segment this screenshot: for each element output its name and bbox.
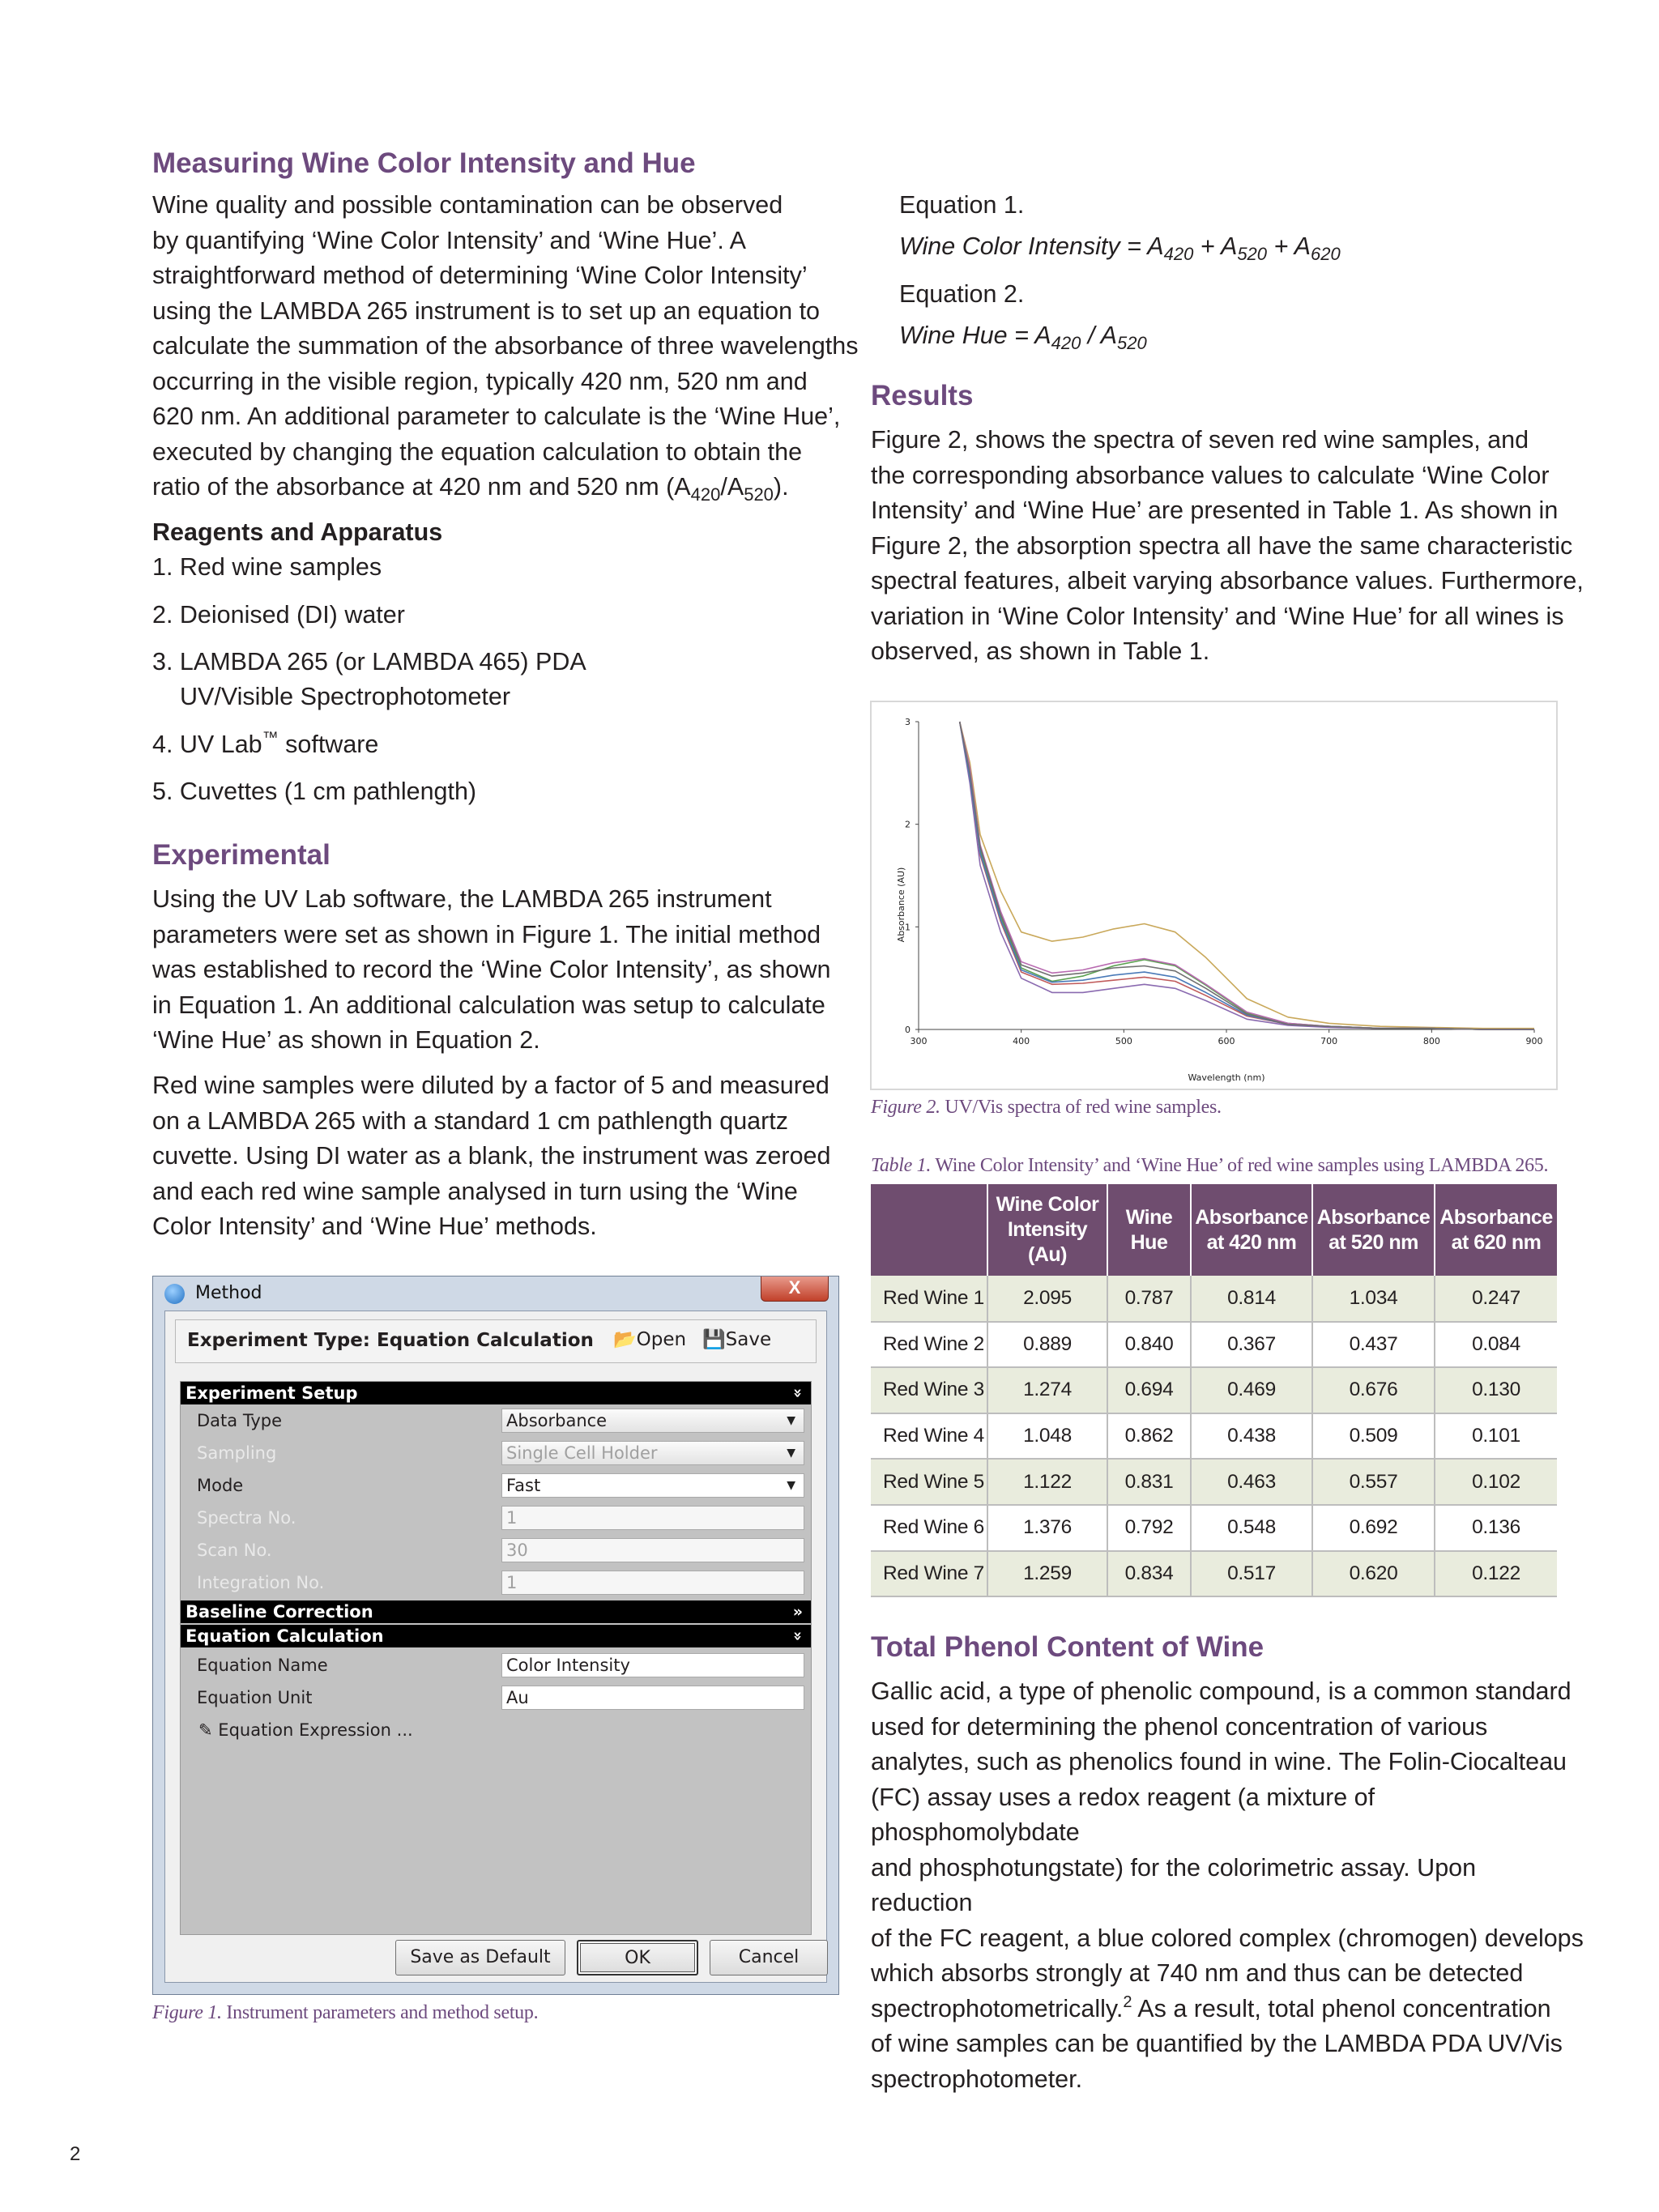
table-cell: 0.101: [1435, 1413, 1557, 1460]
y-tick-label: 0: [905, 1025, 911, 1035]
phenol-line: spectrophotometer.: [871, 2065, 1083, 2093]
table-header: Wine Hue: [1107, 1184, 1191, 1276]
reagent-item: UV/Visible Spectrophotometer: [180, 683, 511, 710]
row-label: Scan No.: [197, 1541, 272, 1560]
x-tick-label: 300: [910, 1036, 928, 1046]
results-line: observed, as shown in Table 1.: [871, 637, 1210, 665]
table-cell: 0.840: [1107, 1322, 1191, 1368]
table-cell: 0.463: [1191, 1459, 1312, 1505]
table-cell: Red Wine 6: [871, 1505, 987, 1551]
table-header: Absorbance at 420 nm: [1191, 1184, 1312, 1276]
equation-1-label: Equation 1.: [899, 191, 1025, 219]
table-cell: 0.787: [1107, 1276, 1191, 1322]
table-cell: 0.862: [1107, 1413, 1191, 1460]
table-cell: Red Wine 5: [871, 1459, 987, 1505]
results-line: Figure 2, the absorption spectra all have the same characteristic: [871, 531, 1573, 560]
table-cell: 0.102: [1435, 1459, 1557, 1505]
table-row: [871, 1322, 1557, 1368]
intro-line: Wine quality and possible contamination can be observed: [152, 191, 783, 219]
equation-2: Wine Hue = $A_{420} / A_{520}$: [899, 322, 1147, 353]
row-label: Sampling: [197, 1443, 277, 1463]
table-cell: Red Wine 3: [871, 1367, 987, 1413]
reagent-item: 2. Deionised (DI) water: [152, 601, 405, 629]
phenol-line: (FC) assay uses a redox reagent (a mixture of phosphomolybdate: [871, 1783, 1375, 1846]
results-line: Figure 2, shows the spectra of seven red wine samples, and: [871, 426, 1529, 454]
equation-name-input[interactable]: Color Intensity: [501, 1653, 804, 1677]
phenol-line: of wine samples can be quantified by the LAMBDA PDA UV/Vis: [871, 2030, 1563, 2057]
reagent-item: 4. UV Lab™ software: [152, 729, 379, 758]
intro-line: using the LAMBDA 265 instrument is to set up an equation to: [152, 296, 821, 325]
exp-line: in Equation 1. An additional calculation was setup to calculate: [152, 991, 825, 1019]
table-cell: 0.620: [1312, 1551, 1435, 1597]
table-cell: 0.557: [1312, 1459, 1435, 1505]
table-row: [871, 1276, 1557, 1322]
dialog-button-bar: [165, 1940, 826, 1975]
table-cell: 0.084: [1435, 1322, 1557, 1368]
table-cell: 0.367: [1191, 1322, 1312, 1368]
x-axis-label: Wavelength (nm): [1188, 1072, 1265, 1083]
row-label: Mode: [197, 1476, 244, 1495]
table-cell: 0.517: [1191, 1551, 1312, 1597]
table-cell: 0.676: [1312, 1367, 1435, 1413]
table-cell: Red Wine 7: [871, 1551, 987, 1597]
phenol-line: which absorbs strongly at 740 nm and thus can be detected: [871, 1959, 1524, 1987]
phenol-line: of the FC reagent, a blue colored complex (chromogen) develops: [871, 1924, 1584, 1952]
table-cell: 2.095: [987, 1276, 1107, 1322]
save-button[interactable]: 💾Save: [702, 1329, 772, 1350]
heading-experimental: Experimental: [152, 839, 331, 871]
phenol-paragraph: [871, 1674, 1584, 2097]
exp-line: and each red wine sample analysed in turn using the ‘Wine: [152, 1177, 798, 1205]
row-label: Equation Name: [197, 1656, 328, 1675]
row-data-type: [181, 1404, 811, 1437]
table-cell: 1.034: [1312, 1276, 1435, 1322]
page-number: 2: [70, 2143, 81, 2165]
reagent-item: 1. Red wine samples: [152, 553, 382, 581]
table-cell: Red Wine 1: [871, 1276, 987, 1322]
reagent-item: 5. Cuvettes (1 cm pathlength): [152, 778, 477, 805]
row-equation-expression[interactable]: [181, 1714, 811, 1746]
exp-line: parameters were set as shown in Figure 1. The initial method: [152, 920, 821, 948]
intro-line: by quantifying ‘Wine Color Intensity’ and ‘Wine Hue’. A: [152, 226, 746, 254]
intro-line: occurring in the visible region, typically 420 nm, 520 nm and: [152, 367, 808, 395]
table-cell: 1.259: [987, 1551, 1107, 1597]
folder-icon: 📂: [613, 1329, 637, 1350]
exp-line: was established to record the ‘Wine Color Intensity’, as shown: [152, 956, 831, 983]
experiment-toolbar: [175, 1319, 817, 1363]
sampling-select: Single Cell Holder ▼: [501, 1441, 804, 1465]
method-dialog: [152, 1276, 839, 1995]
table-header: [871, 1184, 987, 1276]
table-cell: 0.247: [1435, 1276, 1557, 1322]
table-header: Absorbance at 520 nm: [1312, 1184, 1435, 1276]
table-row: [871, 1551, 1557, 1597]
intro-line: calculate the summation of the absorbance of three wavelengths: [152, 332, 859, 360]
experimental-paragraph-2: [152, 1068, 865, 1245]
exp-line: Red wine samples were diluted by a factor of 5 and measured: [152, 1072, 830, 1099]
row-mode: [181, 1469, 811, 1502]
intro-line: executed by changing the equation calculation to obtain the: [152, 437, 803, 466]
phenol-line: analytes, such as phenolics found in wine. The Folin-Ciocalteau: [871, 1748, 1567, 1775]
pencil-icon: ✎: [198, 1720, 213, 1740]
table-cell: 0.792: [1107, 1505, 1191, 1551]
table-row: [871, 1413, 1557, 1460]
collapse-icon: »: [788, 1630, 807, 1642]
reagent-item: 3. LAMBDA 265 (or LAMBDA 465) PDA: [152, 648, 586, 676]
exp-line: Color Intensity’ and ‘Wine Hue’ methods.: [152, 1213, 597, 1240]
results-line: the corresponding absorbance values to calculate ‘Wine Color: [871, 461, 1550, 489]
row-sampling: [181, 1437, 811, 1469]
y-tick-label: 2: [905, 819, 911, 830]
x-tick-label: 700: [1320, 1036, 1338, 1046]
x-tick-label: 600: [1218, 1036, 1235, 1046]
intro-line: ratio of the absorbance at 420 nm and 520 nm $(A_{420}/A_{520})$.: [152, 473, 789, 505]
x-tick-label: 500: [1115, 1036, 1132, 1046]
section-experiment-setup[interactable]: Experiment Setup »: [181, 1382, 811, 1404]
y-tick-label: 1: [905, 922, 911, 933]
equation-expression-link[interactable]: ✎ Equation Expression ...: [198, 1720, 413, 1740]
row-label: Integration No.: [197, 1573, 325, 1592]
row-label: Spectra No.: [197, 1508, 296, 1528]
ok-button[interactable]: OK: [577, 1940, 698, 1975]
x-tick-label: 900: [1525, 1036, 1543, 1046]
row-integration-no: [181, 1566, 811, 1599]
row-equation-name: [181, 1649, 811, 1681]
table-cell: 1.048: [987, 1413, 1107, 1460]
floppy-icon: 💾: [702, 1329, 726, 1350]
table-cell: 0.130: [1435, 1367, 1557, 1413]
row-scan-no: [181, 1534, 811, 1566]
table-cell: 0.438: [1191, 1413, 1312, 1460]
results-line: variation in ‘Wine Color Intensity’ and ‘Wine Hue’ for all wines is: [871, 602, 1564, 630]
spectra-chart-svg: [872, 702, 1556, 1089]
dialog-title: Method: [195, 1283, 262, 1303]
expand-icon: »: [792, 1603, 803, 1621]
results-paragraph: [871, 423, 1584, 670]
table-cell: 1.122: [987, 1459, 1107, 1505]
table-cell: 0.889: [987, 1322, 1107, 1368]
spectra-chart: [870, 701, 1558, 1090]
table-header: Absorbance at 620 nm: [1435, 1184, 1557, 1276]
intro-line: straightforward method of determining ‘Wine Color Intensity’: [152, 262, 808, 289]
heading-results: Results: [871, 380, 974, 411]
series-line: [960, 722, 1534, 1029]
dropdown-arrow-icon: ▼: [787, 1479, 795, 1492]
spectra-no-field: 1: [501, 1506, 804, 1530]
app-icon: [164, 1284, 185, 1304]
series-line: [960, 722, 1534, 1029]
section-equation-calculation[interactable]: Equation Calculation »: [181, 1625, 811, 1647]
scan-no-field: 30: [501, 1538, 804, 1562]
phenol-line: used for determining the phenol concentration of various: [871, 1712, 1488, 1741]
table-cell: Red Wine 4: [871, 1413, 987, 1460]
equation-1: Wine Color Intensity = $A_{420} + A_{520} + A_{620}$: [899, 232, 1341, 264]
open-button[interactable]: 📂Open: [613, 1329, 687, 1350]
mode-select[interactable]: Fast ▼: [501, 1473, 804, 1498]
table-row: [871, 1459, 1557, 1505]
table-cell: 0.831: [1107, 1459, 1191, 1505]
table-cell: 0.834: [1107, 1551, 1191, 1597]
close-button[interactable]: X: [761, 1276, 829, 1302]
phenol-line: Gallic acid, a type of phenolic compound, is a common standard: [871, 1677, 1572, 1705]
table-header: Wine Color Intensity (Au): [987, 1184, 1107, 1276]
section-baseline-correction[interactable]: Baseline Correction »: [181, 1600, 811, 1623]
wine-table: [871, 1184, 1557, 1597]
row-label: Data Type: [197, 1411, 283, 1430]
integration-no-field: 1: [501, 1571, 804, 1595]
dialog-client: [164, 1311, 827, 1983]
table-cell: 0.509: [1312, 1413, 1435, 1460]
series-line: [960, 722, 1534, 1029]
table-cell: 1.376: [987, 1505, 1107, 1551]
series-line: [960, 722, 1534, 1029]
y-axis-label: Absorbance (AU): [896, 867, 906, 943]
table-1-caption: Table 1. Wine Color Intensity’ and ‘Wine Hue’ of red wine samples using LAMBDA 265.: [871, 1155, 1549, 1176]
reagents-heading: Reagents and Apparatus: [152, 518, 443, 546]
equation-2-label: Equation 2.: [899, 280, 1025, 308]
intro-paragraph: [152, 188, 865, 505]
row-equation-unit: [181, 1681, 811, 1714]
x-tick-label: 400: [1013, 1036, 1030, 1046]
x-tick-label: 800: [1422, 1036, 1440, 1046]
intro-line: 620 nm. An additional parameter to calculate is the ‘Wine Hue’,: [152, 403, 841, 430]
results-line: spectral features, albeit varying absorbance values. Furthermore,: [871, 567, 1584, 595]
table-cell: 0.469: [1191, 1367, 1312, 1413]
table-cell: 0.548: [1191, 1505, 1312, 1551]
table-cell: 0.694: [1107, 1367, 1191, 1413]
series-line: [960, 722, 1534, 1029]
table-cell: 0.692: [1312, 1505, 1435, 1551]
phenol-line: and phosphotungstate) for the colorimetric assay. Upon reduction: [871, 1853, 1477, 1916]
dropdown-arrow-icon: ▼: [787, 1414, 795, 1427]
figure-1-caption: Figure 1. Instrument parameters and method setup.: [152, 2002, 539, 2023]
table-header-row: [871, 1184, 1557, 1276]
table-cell: 0.122: [1435, 1551, 1557, 1597]
heading-measuring: Measuring Wine Color Intensity and Hue: [152, 147, 696, 179]
save-as-default-button[interactable]: Save as Default: [395, 1940, 565, 1975]
exp-line: cuvette. Using DI water as a blank, the instrument was zeroed: [152, 1142, 831, 1170]
table-cell: 1.274: [987, 1367, 1107, 1413]
table-row: [871, 1505, 1557, 1551]
exp-line: ‘Wine Hue’ as shown in Equation 2.: [152, 1026, 540, 1054]
table-cell: Red Wine 2: [871, 1322, 987, 1368]
row-spectra-no: [181, 1502, 811, 1534]
row-label: Equation Unit: [197, 1688, 313, 1707]
data-type-select[interactable]: Absorbance ▼: [501, 1409, 804, 1433]
experiment-type-label: Experiment Type: Equation Calculation: [187, 1330, 594, 1351]
dropdown-arrow-icon: ▼: [787, 1447, 795, 1460]
table-row: [871, 1367, 1557, 1413]
results-line: Intensity’ and ‘Wine Hue’ are presented in Table 1. As shown in: [871, 497, 1559, 524]
equation-unit-input[interactable]: Au: [501, 1686, 804, 1710]
table-cell: 0.136: [1435, 1505, 1557, 1551]
cancel-button[interactable]: Cancel: [710, 1940, 828, 1975]
figure-2-caption: Figure 2. UV/Vis spectra of red wine samples.: [871, 1097, 1222, 1118]
phenol-line: spectrophotometrically.$^2$ As a result, total phenol concentration: [871, 1993, 1551, 2022]
heading-total-phenol: Total Phenol Content of Wine: [871, 1631, 1265, 1663]
collapse-icon: »: [788, 1387, 807, 1399]
exp-line: on a LAMBDA 265 with a standard 1 cm pathlength quartz: [152, 1106, 789, 1135]
exp-line: Using the UV Lab software, the LAMBDA 265 instrument: [152, 885, 772, 913]
experimental-paragraph-1: [152, 882, 865, 1059]
table-cell: 0.437: [1312, 1322, 1435, 1368]
series-line: [960, 722, 1534, 1029]
property-grid: [180, 1381, 812, 1935]
dialog-titlebar: [153, 1276, 838, 1311]
y-tick-label: 3: [905, 717, 911, 727]
table-cell: 0.814: [1191, 1276, 1312, 1322]
